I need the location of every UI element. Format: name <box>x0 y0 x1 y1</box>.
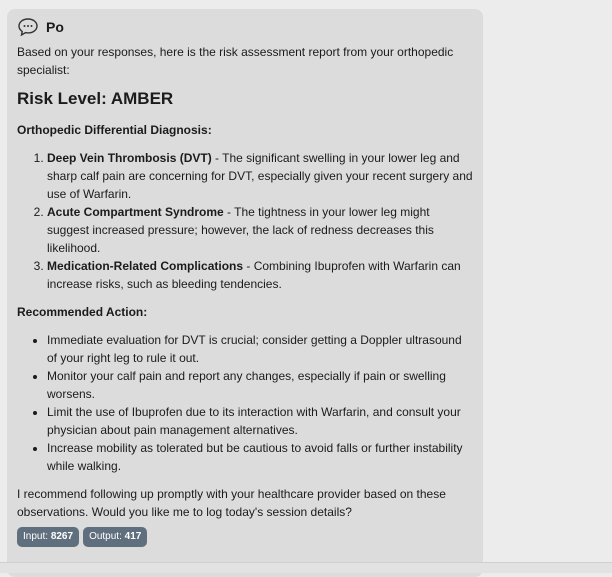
output-token-badge <box>83 527 147 547</box>
assistant-message-card <box>7 9 483 577</box>
input-token-label: Input: <box>23 531 49 542</box>
differential-item <box>47 203 473 257</box>
differential-heading: Orthopedic Differential Diagnosis: <box>17 123 212 137</box>
differential-item <box>47 149 473 203</box>
actions-list <box>17 331 473 475</box>
message-header <box>17 14 473 40</box>
input-token-badge <box>17 527 79 547</box>
sender-name: Po <box>46 19 64 35</box>
intro-text: Based on your responses, here is the risk assessment report from your orthopedic specialist: <box>17 45 454 77</box>
outro-text: I recommend following up promptly with your healthcare provider based on these observations. Would you like me to log today's session details? <box>17 487 446 519</box>
differential-text: - Combining Ibuprofen with Warfarin can increase risks, such as bleeding tendencies. <box>47 259 461 291</box>
output-token-count: 417 <box>124 531 142 542</box>
differential-text: - The significant swelling in your lower leg and sharp calf pain are concerning for DVT, especially given your recent surgery and use of Warfarin. <box>47 151 473 201</box>
action-item: • Immediate evaluation for DVT is crucial; consider getting a Doppler ultrasound of your right leg to rule it out. <box>47 331 473 367</box>
bottom-bar <box>0 562 612 573</box>
differential-title: Medication-Related Complications <box>47 259 244 273</box>
token-usage-row <box>17 527 473 547</box>
output-token-label: Output: <box>89 531 122 542</box>
chat-bubble-icon <box>17 17 39 37</box>
differential-item <box>47 257 473 293</box>
action-item: • Monitor your calf pain and report any changes, especially if pain or swelling worsens. <box>47 367 473 403</box>
input-token-count: 8267 <box>50 531 74 542</box>
risk-level-heading: Risk Level: AMBER <box>17 89 174 108</box>
differential-title: Acute Compartment Syndrome <box>47 205 224 219</box>
differential-list <box>17 149 473 293</box>
actions-heading: Recommended Action: <box>17 305 148 319</box>
action-item: • Increase mobility as tolerated but be cautious to avoid falls or further instability while walking. <box>47 439 473 475</box>
action-item: • Limit the use of Ibuprofen due to its interaction with Warfarin, and consult your physician about pain management alternatives. <box>47 403 473 439</box>
differential-title: Deep Vein Thrombosis (DVT) <box>47 151 212 165</box>
differential-text: - The tightness in your lower leg might suggest increased pressure; however, the lack of redness decreases this likelihood. <box>47 205 434 255</box>
